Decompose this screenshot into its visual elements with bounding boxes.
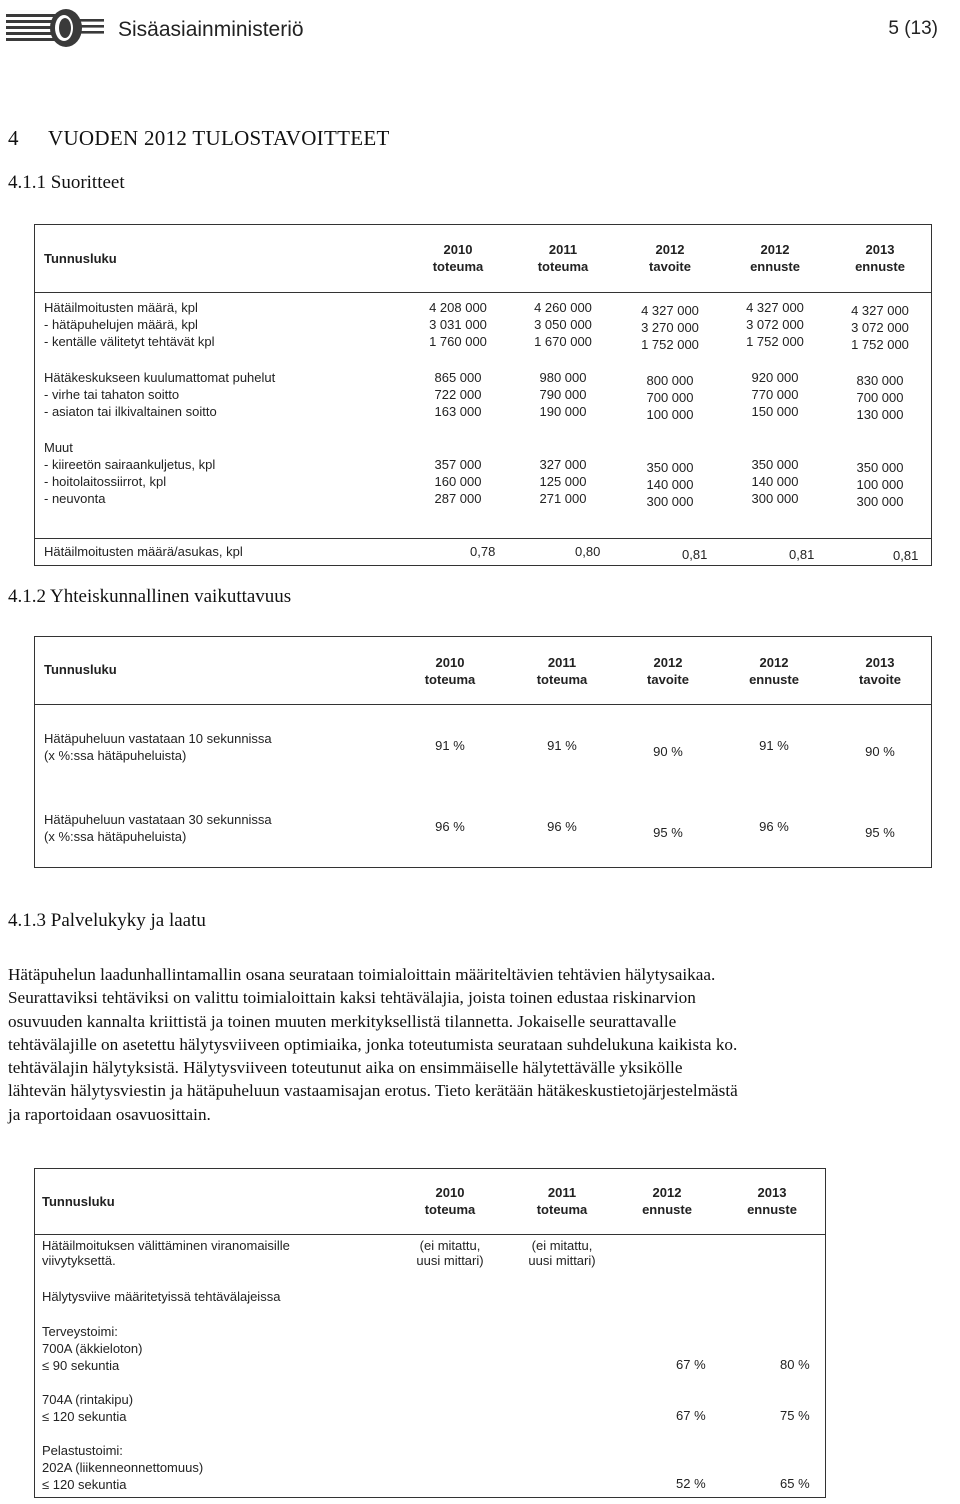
table-cell: 1 752 000 [641,337,699,352]
table-cell [507,1238,617,1268]
table-cell: 67 % [676,1357,706,1372]
column-header [825,241,935,275]
table-cell: 75 % [780,1408,810,1423]
column-header-type: ennuste [642,1202,692,1217]
table-cell: 65 % [780,1476,810,1491]
table-cell: 4 327 000 [851,303,909,318]
column-header [507,1184,617,1218]
row-label [42,1323,142,1374]
row-label: Muut [44,440,73,455]
row-label [44,730,272,764]
table-cell: 830 000 [856,373,904,388]
table-footer-divider [34,538,932,539]
row-label: Hälytysviive määritetyissä tehtävälajeissa [42,1289,281,1304]
table-cell: 1 670 000 [534,334,592,349]
table-cell: 300 000 [751,491,799,506]
table-cell: 350 000 [751,457,799,472]
table-cell: 722 000 [434,387,482,402]
table-cell: 0,81 [893,548,919,563]
row-label-line: ≤ 120 sekuntia [42,1409,127,1424]
column-header-year: 2012 [655,242,685,257]
row-label [42,1442,203,1493]
page-number: 5 (13) [888,18,938,39]
section-heading [8,126,390,151]
table-cell: 4 327 000 [641,303,699,318]
table-cell: 3 072 000 [851,320,909,335]
column-header-type: toteuma [432,259,484,274]
paragraph-line: tehtävälajin hälytyksistä. Hälytysviiveen toteutunut aika on ensimmäiselle hälytettävälle yksikölle [8,1058,683,1078]
row-label-line: Terveystoimi: [42,1324,118,1339]
table-cell: 287 000 [434,491,482,506]
subsection-title-palvelukyky: 4.1.3 Palvelukyky ja laatu [8,910,206,931]
row-label [42,1391,133,1425]
column-header-type: ennuste [855,259,905,274]
column-header [507,654,617,688]
column-header-year: 2012 [760,242,790,257]
column-header [395,1184,505,1218]
subsection-title-suoritteet: 4.1.1 Suoritteet [8,172,125,193]
column-header-year: 2012 [652,1185,682,1200]
table-head-label: Tunnusluku [44,662,117,677]
paragraph-line: osuvuuden kannalta kriittistä ja toinen muuten merkityksellistä tilannetta. Jokaiselle seurattavalle [8,1011,677,1031]
column-header-year: 2013 [757,1185,787,1200]
column-header-year: 2012 [759,655,789,670]
column-header [612,1184,722,1218]
cell-line: uusi mittari) [528,1253,596,1268]
table-cell: 1 752 000 [746,334,804,349]
table-cell: 3 050 000 [534,317,592,332]
table-cell: 100 000 [646,407,694,422]
paragraph-line: tehtävälajille on asetettu hälytysviiveen optimiaika, jonka toteutumista seurataan suhdelukuna kaikista ko. [8,1034,738,1054]
section-number: 4 [8,126,19,150]
row-label: - asiaton tai ilkivaltainen soitto [44,404,217,419]
column-header [825,654,935,688]
column-header-type: tavoite [859,672,901,687]
table-cell: 327 000 [539,457,587,472]
table-cell: 4 208 000 [429,300,487,315]
row-label-line: 202A (liikenneonnettomuus) [42,1460,204,1475]
table-head-label: Tunnusluku [44,251,117,266]
table-cell: 0,81 [789,547,815,562]
paragraph-line: lähtevän hälytysviestin ja hätäpuheluun vastaamisajan erotus. Tieto kerätään hätäkeskustietojärjestelmästä [8,1081,738,1101]
table-cell: 3 031 000 [429,317,487,332]
column-header [508,241,618,275]
table-cell: 90 % [653,744,683,759]
column-header-type: toteuma [536,672,588,687]
table-cell: 95 % [865,825,895,840]
column-header [395,654,505,688]
paragraph-line: ja raportoidaan osavuosittain. [8,1104,211,1124]
table-cell: 125 000 [539,474,587,489]
table-cell: 52 % [676,1476,706,1491]
row-label-line: ≤ 120 sekuntia [42,1477,127,1492]
cell-line: (ei mitattu, [531,1238,593,1253]
table-cell: 920 000 [751,370,799,385]
table-cell: 91 % [547,738,577,753]
paragraph-line: Seurattaviksi tehtäviksi on valittu toimialoittain kaksi tehtävälajia, joista toinen edustaa riskinarvion [8,988,696,1008]
table-cell: 140 000 [751,474,799,489]
table-cell: 800 000 [646,373,694,388]
table-cell: 300 000 [646,494,694,509]
table-cell: 865 000 [434,370,482,385]
table-cell: 700 000 [646,390,694,405]
column-header-year: 2011 [548,242,578,257]
table-cell: 95 % [653,825,683,840]
column-header-type: toteuma [424,672,476,687]
row-label: - neuvonta [44,491,106,506]
table-cell: 271 000 [539,491,587,506]
column-header-type: toteuma [424,1202,476,1217]
table-cell: 700 000 [856,390,904,405]
row-label-line: Pelastustoimi: [42,1443,123,1458]
table-cell: 3 072 000 [746,317,804,332]
row-label-line: Hätäpuheluun vastataan 10 sekunnissa [44,731,272,746]
table-cell [395,1238,505,1268]
table-cell: 91 % [435,738,465,753]
row-label-line: ≤ 90 sekuntia [42,1358,120,1373]
paragraph-line: Hätäpuhelun laadunhallintamallin osana seurataan toimialoittain määriteltävien tehtävien hälytysaikaa. [8,965,716,984]
table-cell: 0,80 [575,544,601,559]
row-label-line: 704A (rintakipu) [42,1392,134,1407]
column-header-type: ennuste [749,672,799,687]
column-header-year: 2013 [865,242,895,257]
cell-line: (ei mitattu, [419,1238,481,1253]
column-header-year: 2011 [547,1185,577,1200]
page-header [0,0,960,60]
table-cell: 80 % [780,1357,810,1372]
table-cell: 67 % [676,1408,706,1423]
table-cell: 150 000 [751,404,799,419]
table-header-divider [34,1234,826,1235]
row-label: Hätäilmoitusten määrä, kpl [44,300,198,315]
row-label: Hätäkeskukseen kuulumattomat puhelut [44,370,276,385]
section-title: VUODEN 2012 TULOSTAVOITTEET [48,126,390,150]
column-header [720,241,830,275]
table-cell: 96 % [759,819,789,834]
table-cell: 4 260 000 [534,300,592,315]
table-cell: 130 000 [856,407,904,422]
column-header [403,241,513,275]
table-cell: 190 000 [539,404,587,419]
row-label-line: viivytyksettä. [42,1253,116,1268]
column-header-year: 2011 [547,655,577,670]
table-cell: 0,81 [682,547,708,562]
row-label-line: Hätäpuheluun vastataan 30 sekunnissa [44,812,272,827]
table-cell: 163 000 [434,404,482,419]
column-header [719,654,829,688]
table-cell: 357 000 [434,457,482,472]
table-cell: 160 000 [434,474,482,489]
table-cell: 96 % [547,819,577,834]
row-label-line: (x %:ssa hätäpuheluista) [44,748,187,763]
table-cell: 350 000 [646,460,694,475]
row-label: - kentälle välitetyt tehtävät kpl [44,334,215,349]
table-cell: 770 000 [751,387,799,402]
column-header-year: 2013 [865,655,895,670]
column-header [615,241,725,275]
cell-line: uusi mittari) [416,1253,484,1268]
table-cell: 1 752 000 [851,337,909,352]
table-cell: 140 000 [646,477,694,492]
row-label-line: (x %:ssa hätäpuheluista) [44,829,187,844]
row-label: - hoitolaitossiirrot, kpl [44,474,167,489]
column-header-type: tavoite [649,259,691,274]
column-header [717,1184,827,1218]
row-label [42,1238,290,1268]
row-label [44,811,272,845]
body-paragraph [8,963,956,1126]
table-cell: 91 % [759,738,789,753]
table-cell: 3 270 000 [641,320,699,335]
row-label-line: Hätäilmoituksen välittäminen viranomaisille [42,1238,290,1253]
table-cell: 1 760 000 [429,334,487,349]
column-header-type: tavoite [647,672,689,687]
table-header-divider [34,292,932,293]
table-cell: 350 000 [856,460,904,475]
subsection-title-vaikuttavuus: 4.1.2 Yhteiskunnallinen vaikuttavuus [8,586,292,607]
column-header-type: ennuste [747,1202,797,1217]
table-cell: 4 327 000 [746,300,804,315]
table-cell: 790 000 [539,387,587,402]
table-cell: 980 000 [539,370,587,385]
table-head-label: Tunnusluku [42,1194,115,1209]
column-header-year: 2010 [435,1185,465,1200]
column-header-year: 2010 [443,242,473,257]
column-header-type: toteuma [537,259,589,274]
table-cell: 300 000 [856,494,904,509]
row-label-line: 700A (äkkieloton) [42,1341,143,1356]
row-label: Hätäilmoitusten määrä/asukas, kpl [44,544,243,559]
row-label: - virhe tai tahaton soitto [44,387,180,402]
table-cell: 90 % [865,744,895,759]
column-header-year: 2012 [653,655,683,670]
organization-name: Sisäasiainministeriö [118,18,304,41]
column-header-year: 2010 [435,655,465,670]
table-cell: 96 % [435,819,465,834]
table-header-divider [34,704,932,705]
column-header [613,654,723,688]
column-header-type: toteuma [536,1202,588,1217]
ministry-logo-icon [6,6,106,50]
row-label: - kiireetön sairaankuljetus, kpl [44,457,216,472]
column-header-type: ennuste [750,259,800,274]
row-label: - hätäpuhelujen määrä, kpl [44,317,198,332]
table-cell: 0,78 [470,544,496,559]
table-cell: 100 000 [856,477,904,492]
